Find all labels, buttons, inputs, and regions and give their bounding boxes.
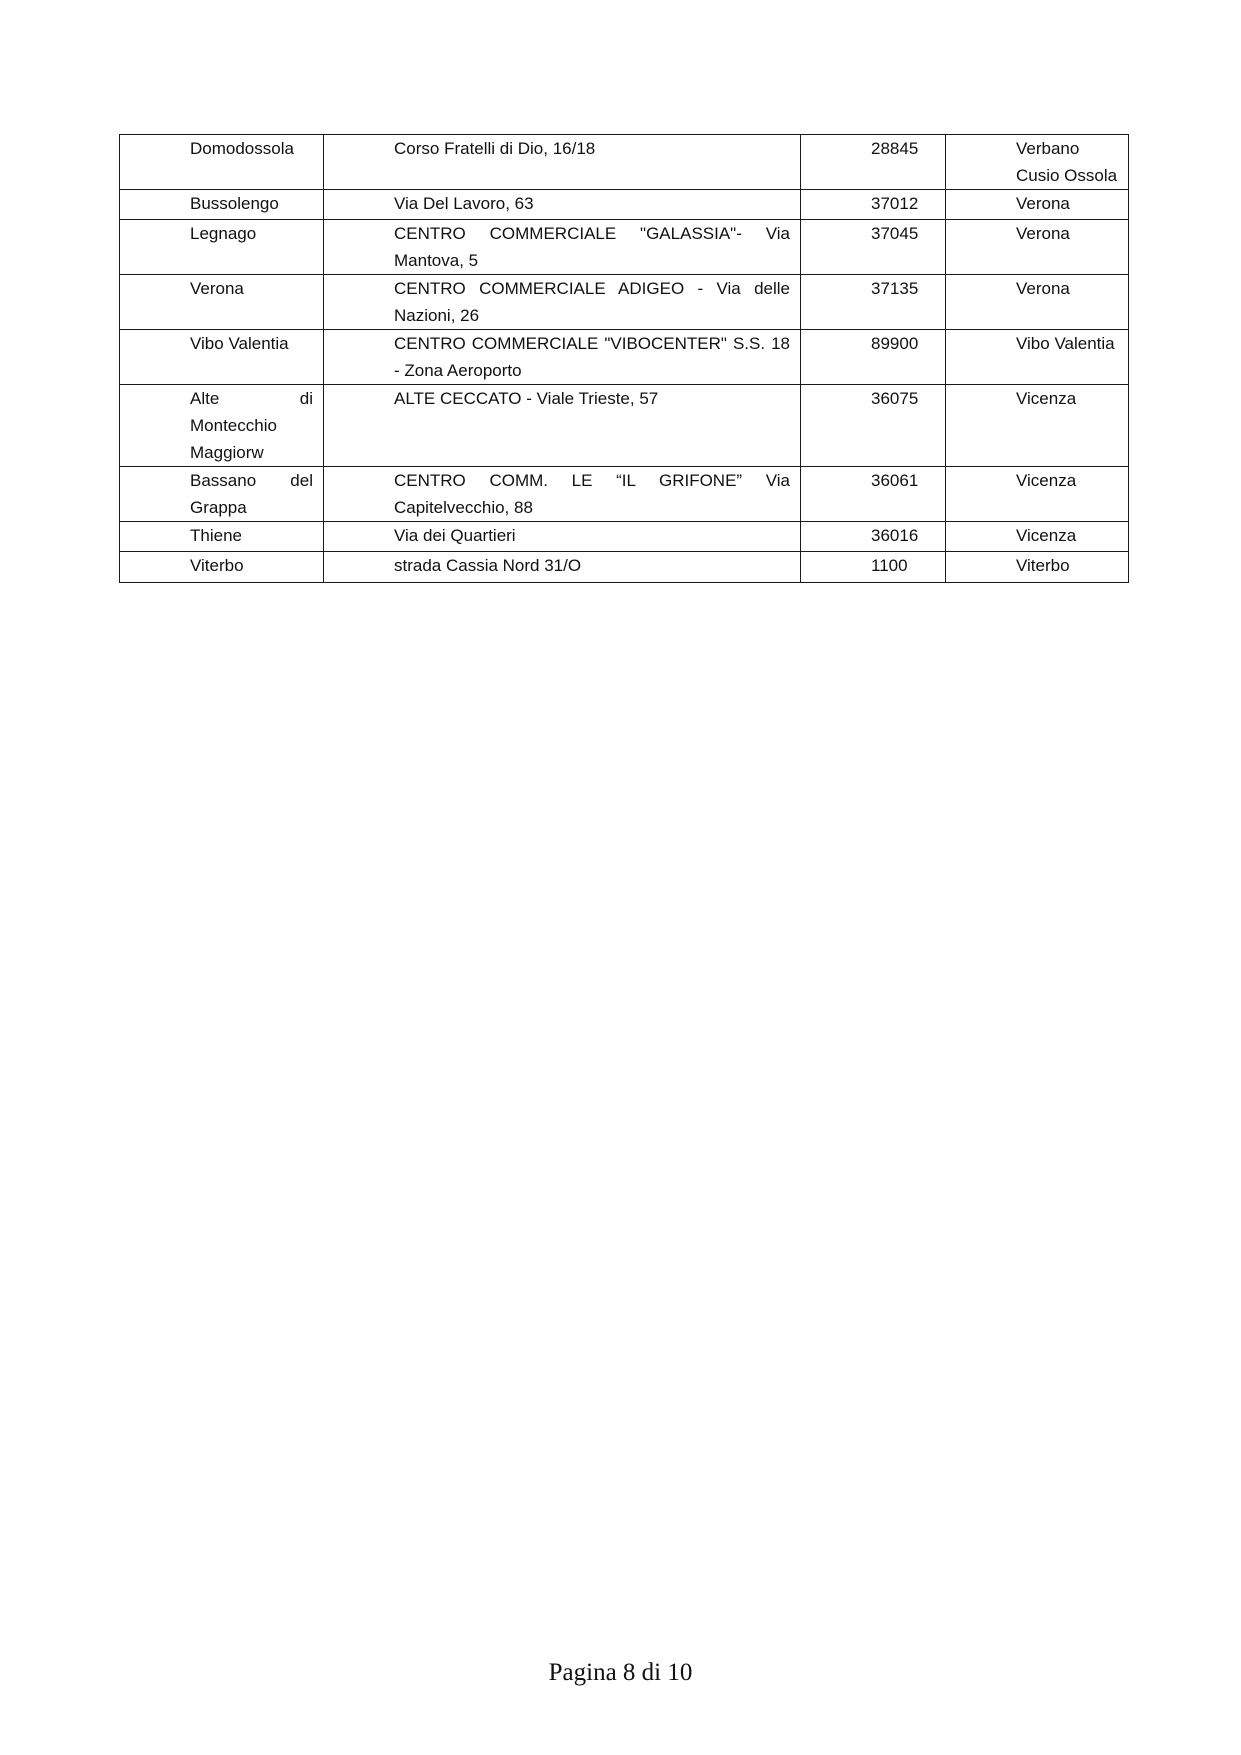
postal-code-cell: 37045 [801, 220, 946, 275]
city-cell: Vibo Valentia [120, 330, 324, 385]
postal-code-cell: 28845 [801, 135, 946, 190]
table-row [120, 552, 1129, 583]
table-row [120, 522, 1129, 552]
city-cell: Thiene [120, 522, 324, 552]
table-row [120, 220, 1129, 275]
address-cell: ALTE CECCATO - Viale Trieste, 57 [324, 385, 801, 467]
table-row [120, 135, 1129, 190]
table-row [120, 467, 1129, 522]
city-cell: Verona [120, 275, 324, 330]
address-cell: strada Cassia Nord 31/O [324, 552, 801, 583]
postal-code-cell: 1100 [801, 552, 946, 583]
address-cell: CENTRO COMM. LE “IL GRIFONE” Via Capitelvecchio, 88 [324, 467, 801, 522]
postal-code-cell: 89900 [801, 330, 946, 385]
province-cell: Verona [946, 190, 1129, 220]
postal-code-cell: 37012 [801, 190, 946, 220]
address-cell: Via Del Lavoro, 63 [324, 190, 801, 220]
city-cell: Bassano del Grappa [120, 467, 324, 522]
city-cell: Bussolengo [120, 190, 324, 220]
table-row [120, 275, 1129, 330]
city-cell: Alte di Montecchio Maggiorw [120, 385, 324, 467]
province-cell: Verona [946, 275, 1129, 330]
table-row [120, 385, 1129, 467]
store-address-table [119, 134, 1129, 583]
postal-code-cell: 36075 [801, 385, 946, 467]
province-cell: Vicenza [946, 385, 1129, 467]
table-row [120, 190, 1129, 220]
province-cell: Verbano Cusio Ossola [946, 135, 1129, 190]
address-cell: CENTRO COMMERCIALE "VIBOCENTER" S.S. 18 - Zona Aeroporto [324, 330, 801, 385]
address-cell: Via dei Quartieri [324, 522, 801, 552]
address-cell: Corso Fratelli di Dio, 16/18 [324, 135, 801, 190]
table-row [120, 330, 1129, 385]
province-cell: Vibo Valentia [946, 330, 1129, 385]
province-cell: Verona [946, 220, 1129, 275]
page-number-footer: Pagina 8 di 10 [548, 1659, 693, 1686]
city-cell: Viterbo [120, 552, 324, 583]
city-cell: Domodossola [120, 135, 324, 190]
postal-code-cell: 36016 [801, 522, 946, 552]
province-cell: Vicenza [946, 467, 1129, 522]
postal-code-cell: 36061 [801, 467, 946, 522]
city-cell: Legnago [120, 220, 324, 275]
province-cell: Vicenza [946, 522, 1129, 552]
province-cell: Viterbo [946, 552, 1129, 583]
address-cell: CENTRO COMMERCIALE ADIGEO - Via delle Nazioni, 26 [324, 275, 801, 330]
address-cell: CENTRO COMMERCIALE "GALASSIA"- Via Mantova, 5 [324, 220, 801, 275]
postal-code-cell: 37135 [801, 275, 946, 330]
